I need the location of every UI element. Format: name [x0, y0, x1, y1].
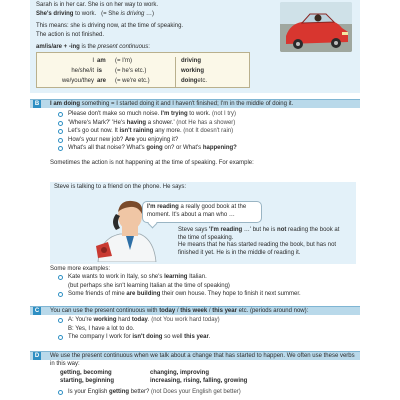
steve-explanation: Steve says 'I'm reading …' but he is not reading the book at the time of speaking. He means that he has started reading the book, but has not finished it yet. He is in the middle of reading it.: [178, 227, 340, 256]
speech-bubble: I'm reading a really good book at the moment. It's about a man who …: [142, 201, 262, 223]
verb-group: starting, beginning: [60, 377, 114, 384]
verb-group: increasing, rising, falling, growing: [150, 377, 248, 384]
list-item: Some friends of mine are building their own house. They hope to finish it next summer.: [58, 291, 301, 299]
list-item: 'Where's Mark?' 'He's having a shower.' (not He has a shower): [58, 120, 237, 128]
section-letter-d: D: [34, 353, 40, 359]
section-c-examples: [58, 317, 220, 343]
list-item: What's all that noise? What's going on? or What's happening?: [58, 145, 237, 153]
section-d-examples: [58, 389, 241, 398]
meaning-line-1: This means: she is driving now, at the time of speaking.: [36, 23, 184, 29]
section-b-header: [30, 99, 360, 108]
verb-group: changing, improving: [150, 370, 210, 376]
bullet-circle-icon: [58, 275, 63, 280]
bullet-circle-icon: [58, 121, 63, 126]
section-b-title: I am doing something = I started doing it and I haven't finished; I'm in the middle of doing it.: [50, 101, 294, 107]
list-item: Let's go out now. It isn't raining any more. (not It doesn't rain): [58, 128, 237, 136]
section-letter-b: B: [34, 101, 40, 107]
section-a: [30, 0, 360, 93]
section-c-title: You can use the present continuous with today / this week / this year etc. (periods around now):: [50, 308, 309, 314]
section-b-examples: [58, 111, 237, 154]
verb-group: getting, becoming: [60, 370, 112, 376]
grammar-page: [30, 0, 360, 400]
steve-intro: Steve is talking to a friend on the phone. He says:: [54, 184, 187, 190]
bullet-circle-icon: [58, 112, 63, 117]
bullet-circle-icon: [58, 318, 63, 323]
bullet-circle-icon: [58, 390, 63, 395]
steve-phone-box: [50, 182, 356, 264]
bullet-circle-icon: [58, 138, 63, 143]
list-item: The company I work for isn't doing so well this year.: [58, 334, 220, 342]
section-d-title: We use the present continuous when we talk about a change that has started to happen. We often use these verbs in this way:: [50, 353, 355, 367]
bullet-circle-icon: [58, 129, 63, 134]
present-continuous-table: [36, 52, 250, 88]
bullet-circle-icon: [58, 292, 63, 297]
more-examples: [58, 274, 301, 300]
list-item: How's your new job? Are you enjoying it?: [58, 137, 237, 145]
list-item: A: You're working hard today. (not You work hard today): [58, 317, 220, 325]
sometimes-text: Sometimes the action is not happening at the time of speaking. For example:: [50, 160, 254, 166]
list-item: Is your English getting better? (not Does your English get better): [58, 389, 241, 397]
bullet-circle-icon: [58, 146, 63, 151]
section-letter-c: C: [34, 308, 40, 314]
table-row: he/she/it is (= he's etc.) working: [37, 67, 249, 77]
intro-line: Sarah is in her car. She is on her way to work.: [36, 2, 159, 8]
change-verbs-list: [60, 370, 260, 385]
section-d-header: [30, 351, 360, 367]
more-examples-label: Some more examples:: [50, 266, 111, 272]
meaning-line-2: The action is not finished.: [36, 31, 105, 38]
section-a-text: [36, 2, 276, 53]
list-item: Please don't make so much noise. I'm trying to work. (not I try): [58, 111, 237, 119]
example-line: She's driving to work. (= She is driving …): [36, 10, 155, 17]
section-c-header: [30, 306, 360, 315]
table-row: we/you/they are (= we're etc.) doing etc.: [37, 77, 249, 87]
table-row: I am (= I'm) driving: [37, 57, 249, 67]
list-item-note: (but perhaps she isn't learning Italian at the time of speaking): [68, 282, 230, 289]
list-item-reply: B: Yes, I have a lot to do.: [68, 325, 135, 332]
list-item: Kate wants to work in Italy, so she's learning Italian.: [58, 274, 301, 282]
bullet-circle-icon: [58, 335, 63, 340]
woman-driving-car-illustration: [280, 2, 352, 52]
form-label: am/is/are + -ing is the present continuous:: [36, 44, 150, 50]
